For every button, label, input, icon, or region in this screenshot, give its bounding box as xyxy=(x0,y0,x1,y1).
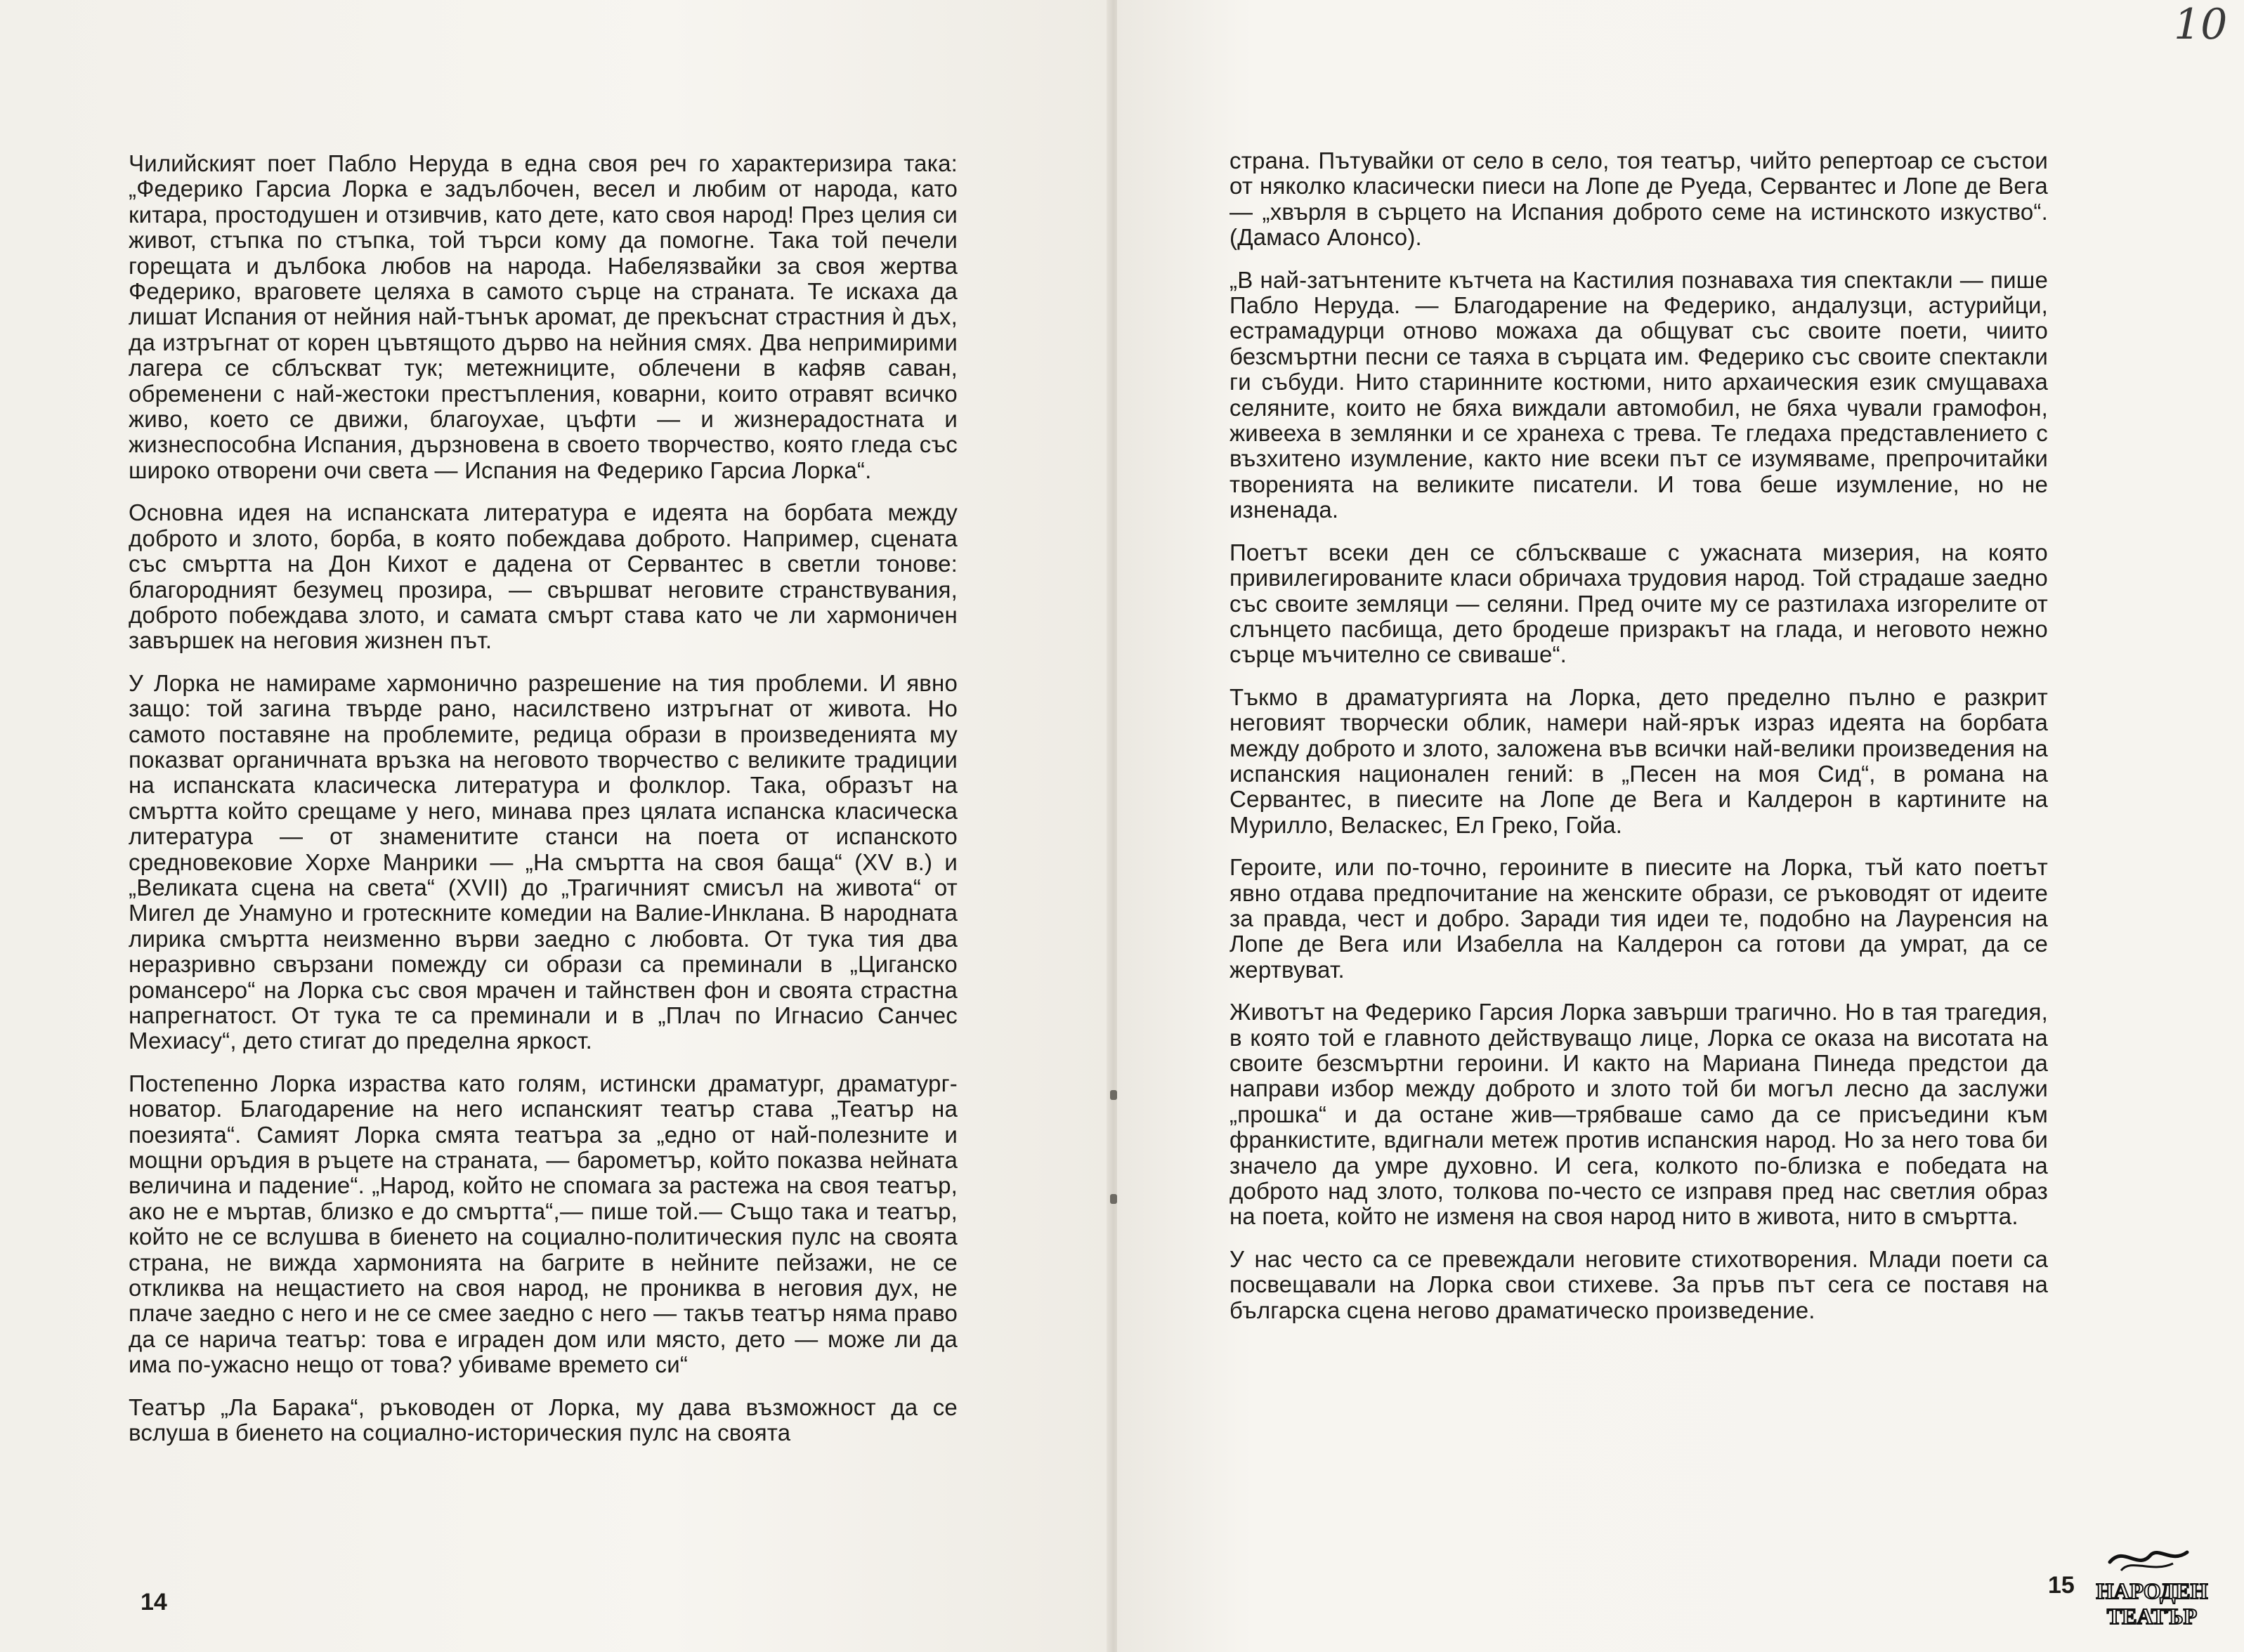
paragraph: страна. Пътувайки от село в село, тоя театър, чийто репертоар се състои от няколко класически пиеси на Лопе де Руеда, Сервантес и Лопе де Вега — „хвърля в сърцето на Испания доброто семе на истинското изкуство“. (Дамасо Алонсо). xyxy=(1229,148,2048,251)
logo-signature-stroke xyxy=(2121,1563,2173,1571)
paragraph: Тъкмо в драматургията на Лорка, дето пределно пълно е разкрит неговият творчески облик, намери най-ярък израз идеята на борбата между доброто и злото, заложена във всички най-велики произведения на испанския национален гений: в „Песен на моя Сид“, в романа на Сервантес, в пиесите на Лопе де Вега и Калдерон в картините на Мурилло, Веласкес, Ел Греко, Гойа. xyxy=(1229,683,2048,838)
left-page-text xyxy=(129,151,958,1463)
paragraph: Животът на Федерико Гарсия Лорка завърши трагично. Но в тая трагедия, в която той е главното действуващо лице, Лорка се оказа на висотата на своите безсмъртни героини. И както на Мариана Пинеда предстои да направи избор между доброто и злото той би могъл лесно да заслужи „прошка“ и да остане жив—трябваше само да се присъедини към франкистите, вдигнали метеж против испанския народ. Но за него това би значело да умре духовно. И сега, колкото по-близка е победата на доброто над злото, толкова по-често се изправя пред нас светлия образ на поета, който не изменя на своя народ нито в живота, нито в смъртта. xyxy=(1229,999,2048,1230)
paragraph: „В най-затънтените кътчета на Кастилия познаваха тия спектакли — пише Пабло Неруда. — Благодарение на Федерико, андалузци, астурийци, естрамадурци отново можаха да общуват със своите поети, чиито безсмъртни песни се таяха в сърцата им. Федерико със своите спектакли ги събуди. Нито старинните костюми, нито архаическия език смущаваха селяните, които не бяха виждали автомобил, не бяха чували грамофон, живееха в землянки и се хранеха с трева. Те гледаха представлението с възхитено изумление, както ние всеки път се изумяваме, препрочитайки творенията на великите писатели. И това беше изумление, но не изненада. xyxy=(1229,266,2048,523)
paragraph: Основна идея на испанската литература е идеята на борбата между доброто и злото, борба, в която побеждава доброто. Например, сцената със смъртта на Дон Кихот е дадена от Сервантес в светли тонове: благородният безумец прозира, — свършват неговите странствувания, доброто побеждава злото, и самата смърт става като че ли хармоничен завършек на неговия жизнен път. xyxy=(129,499,958,654)
national-theatre-logo xyxy=(2089,1542,2215,1632)
paragraph: У Лорка не намираме хармонично разрешение на тия проблеми. И явно защо: той загина твърде рано, насилствено изтръгнат от живота. Но самото поставяне на проблемите, редица образи в произведенията му показват органичната връзка на неговото творчество с великите традиции на испанската класическа литература и фолклор. Така, образът на смъртта който срещаме у него, минава през цялата испанска класическа литература — от знаменитите станси на поета от испанското средновековие Хорхе Манрики — „На смъртта на своя баща“ (XV в.) и „Великата сцена на света“ (XVII) до „Трагичният смисъл на живота“ от Мигел де Унамуно и гротескните комедии на Валие-Инклана. В народната лирика смъртта неизменно върви заедно с любовта. От тука тия два неразривно свързани помежду си образи са преминали в „Циганско романсеро“ на Лорка със своя мрачен и тайнствен фон и своята страстна напрегнатост. От тука те са преминали и в „Плач по Игнасио Санчес Мехиасу“, дето стигат до пределна яркост. xyxy=(129,669,958,1054)
staple xyxy=(1110,1090,1117,1100)
logo-line-2: ТЕАТЪР xyxy=(2106,1604,2198,1629)
handwritten-note: 10 xyxy=(2174,0,2228,49)
staple xyxy=(1110,1194,1117,1204)
paragraph: Героите, или по-точно, героините в пиесите на Лорка, тъй като поетът явно отдава предпочитание на женските образи, се ръководят от идеите за правда, чест и добро. Заради тия идеи те, подобно на Лауренсия на Лопе де Вега или Изабелла на Калдерон са готови да умрат, да се жертвуват. xyxy=(1229,854,2048,983)
paragraph: Театър „Ла Барака“, ръководен от Лорка, му дава възможност да се вслуша в биенето на социално-историческия пулс на своята xyxy=(129,1394,958,1446)
paragraph: У нас често са се превеждали неговите стихотворения. Млади поети са посвещавали на Лорка свои стихеве. За пръв път сега се поставя на българска сцена негово драматическо произведение. xyxy=(1229,1245,2048,1323)
page-number: 14 xyxy=(141,1589,167,1615)
right-page-text xyxy=(1229,148,2048,1340)
page-number: 15 xyxy=(2048,1572,2075,1599)
left-page xyxy=(0,0,1110,1652)
paragraph: Поетът всеки ден се сблъскваше с ужасната мизерия, на която привилегированите класи обричаха трудовия народ. Той страдаше заедно със своите земляци — селяни. Пред очите му се разтилаха изгорелите от слънцето пасбища, дето бродеше призракът на глада, и неговото нежно сърце мъчително се свиваше“. xyxy=(1229,539,2048,668)
paragraph: Постепенно Лорка израства като голям, истински драматург, драматург-новатор. Благодарение на него испанският театър става „Театър на поезията“. Самият Лорка смята театъра за „едно от най-полезните и мощни оръдия в ръцете на страната, — барометър, който показва нейната величина и падение“. „Народ, който не спомага за растежа на своя театър, ако не е мъртав, близко е до смъртта“,— пише той.— Също така и театър, който не се вслушва в биенето на социално-политическия пулс на своята страна, не вижда хармонията на багрите в нейните пейзажи, не се откликва на нещастието на своя народ, не прониква в неговия дух, не плаче заедно с него и не се смее заедно с него — такъв театър няма право да се нарича театър: това е играден дом или място, дето — може ли да има по-ужасно нещо от това? убиваме времето си“ xyxy=(129,1070,958,1378)
right-page xyxy=(1117,0,2244,1652)
paragraph: Чилийският поет Пабло Неруда в една своя реч го характеризира така: „Федерико Гарсиа Лорка е задълбочен, весел и любим от народа, като китара, простодушен и отзивчив, като дете, като своя народ! През целия си живот, стъпка по стъпка, той търси кому да помогне. Така той печели горещата и дълбока любов на народа. Набелязвайки за своя жертва Федерико, враговете целяха в самото сърце на страната. Те искаха да лишат Испания от нейния най-тънък аромат, де прекъснат страстния ѝ дъх, да изтръгнат от корен цъвтящото дърво на нейния смях. Два непримирими лагера се сблъскват тук; метежниците, облечени в кафяв саван, обременени с най-жестоки престъпления, коварни, които отравят всичко живо, което се движи, благоухае, цъфти — и жизнерадостната и жизнеспособна Испания, дързновена в своето творчество, която гледа със широко отворени очи света — Испания на Федерико Гарсиа Лорка“. xyxy=(129,150,958,483)
logo-line-1: НАРОДЕН xyxy=(2096,1578,2208,1604)
logo-signature-stroke xyxy=(2110,1552,2187,1562)
